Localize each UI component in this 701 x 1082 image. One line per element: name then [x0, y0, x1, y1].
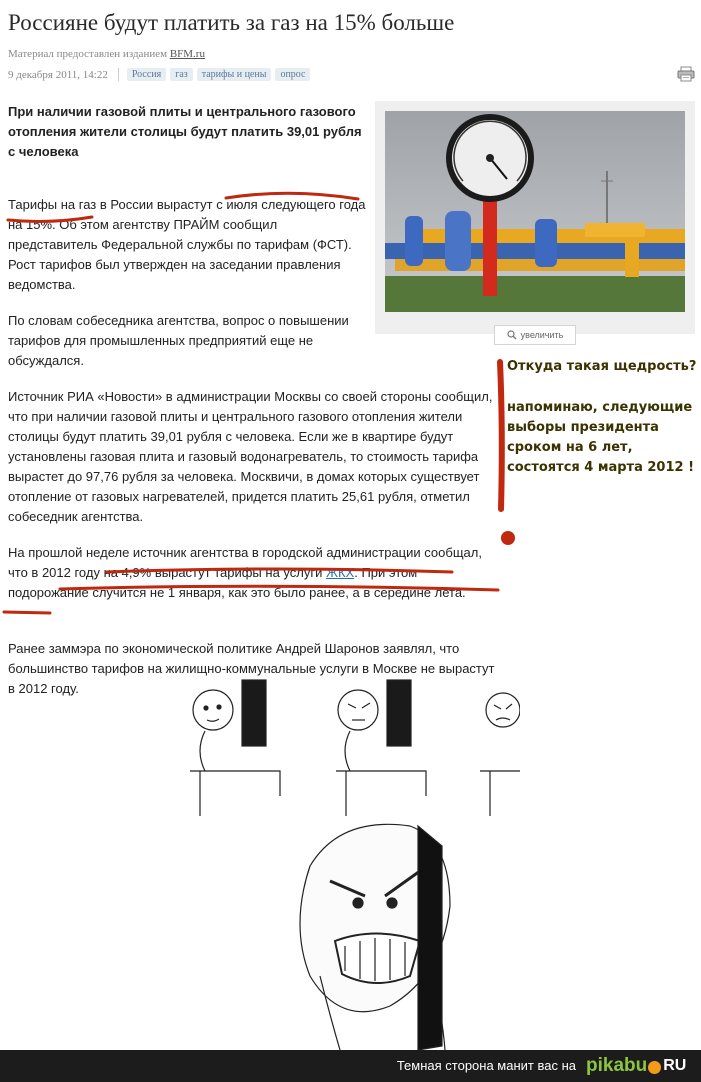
comic-rage-face [300, 824, 450, 1050]
pikabu-logo-domain: RU [663, 1057, 687, 1074]
pikabu-logo-icon [648, 1061, 661, 1074]
source-prefix: Материал предоставлен изданием [8, 48, 170, 60]
paragraph-4-text-end: . При этом подорожание случится не 1 января, как это было ранее, а в середине лета. [8, 565, 466, 600]
underline-summer [4, 612, 50, 613]
annotation-body: напоминаю, следующие выборы президента сроком на 6 лет, состоятся 4 марта 2012 ! [507, 400, 695, 475]
article-date: 9 декабря 2011, 14:22 [8, 68, 108, 81]
paragraph-4 [8, 543, 500, 603]
article-photo[interactable] [385, 111, 685, 312]
rage-comic [180, 676, 520, 1050]
paragraph-3: Источник РИА «Новости» в администрации Москвы со своей стороны сообщил, что при наличии газовой плиты и центрального газового отопления жители столицы будут платить 39,01 рубля с человека. Если же в квартире будут установлены газовая плита и газовый водонагреватель, то стоимость тарифа вырастет до 97,76 рубля за человека. Москвичи, в домах которых существует отопление от газовых нагревателей, придется платить 25,61 рубля, отметил собеседник агентства. [8, 389, 493, 524]
paragraph-2: По словам собеседника агентства, вопрос о повышении тарифов для промышленных предприятий еще не обсуждался. [8, 313, 349, 368]
article-title: Россияне будут платить за газ на 15% больше [8, 10, 455, 35]
comic-panel-3 [480, 680, 520, 816]
zhkh-link[interactable]: ЖКХ [325, 565, 355, 580]
pikabu-logo[interactable] [586, 1053, 686, 1079]
red-dot [501, 531, 515, 545]
pikabu-logo-word: pikabu [586, 1055, 648, 1076]
article-lead: При наличии газовой плиты и центрального газового отопления жители столицы будут платить 39,01 рубля с человека [8, 104, 362, 159]
comic-panel-1 [190, 680, 280, 816]
annotation-vertical-mark [500, 362, 502, 509]
comic-panel-2 [336, 680, 426, 816]
zoom-label: увеличить [520, 330, 564, 340]
source-link[interactable]: BFM.ru [169, 48, 205, 60]
tag-poll[interactable]: опрос [275, 68, 310, 81]
print-button[interactable] [677, 66, 695, 82]
tag-gas[interactable]: газ [170, 68, 193, 81]
paragraph-5: Ранее заммэра по экономической политике Андрей Шаронов заявлял, что большинство тарифов на жилищно-коммунальные услуги в Москве не вырастут в 2012 году. [8, 641, 495, 696]
zoom-button[interactable] [494, 325, 576, 345]
tag-russia[interactable]: Россия [127, 68, 166, 81]
article-meta [8, 68, 314, 81]
meta-divider [118, 68, 119, 81]
paragraph-1: Тарифы на газ в России вырастут с июля следующего года на 15%. Об этом агентству ПРАЙМ сообщил представитель Федеральной службы по тарифам (ФСТ). Рост тарифов был утвержден на заседании правления ведомства. [8, 197, 366, 292]
article-source [8, 48, 205, 60]
magnifier-icon [507, 330, 517, 340]
annotation-question: Откуда такая щедрость? [507, 359, 697, 374]
footer-text: Темная сторона манит вас на [396, 1058, 576, 1073]
printer-icon [677, 66, 695, 82]
paragraph-4-text: На прошлой неделе источник агентства в городской администрации сообщал, что в 2012 году на 4,9% вырастут тарифы на услуги [8, 545, 482, 580]
tag-tariffs[interactable]: тарифы и цены [197, 68, 272, 81]
